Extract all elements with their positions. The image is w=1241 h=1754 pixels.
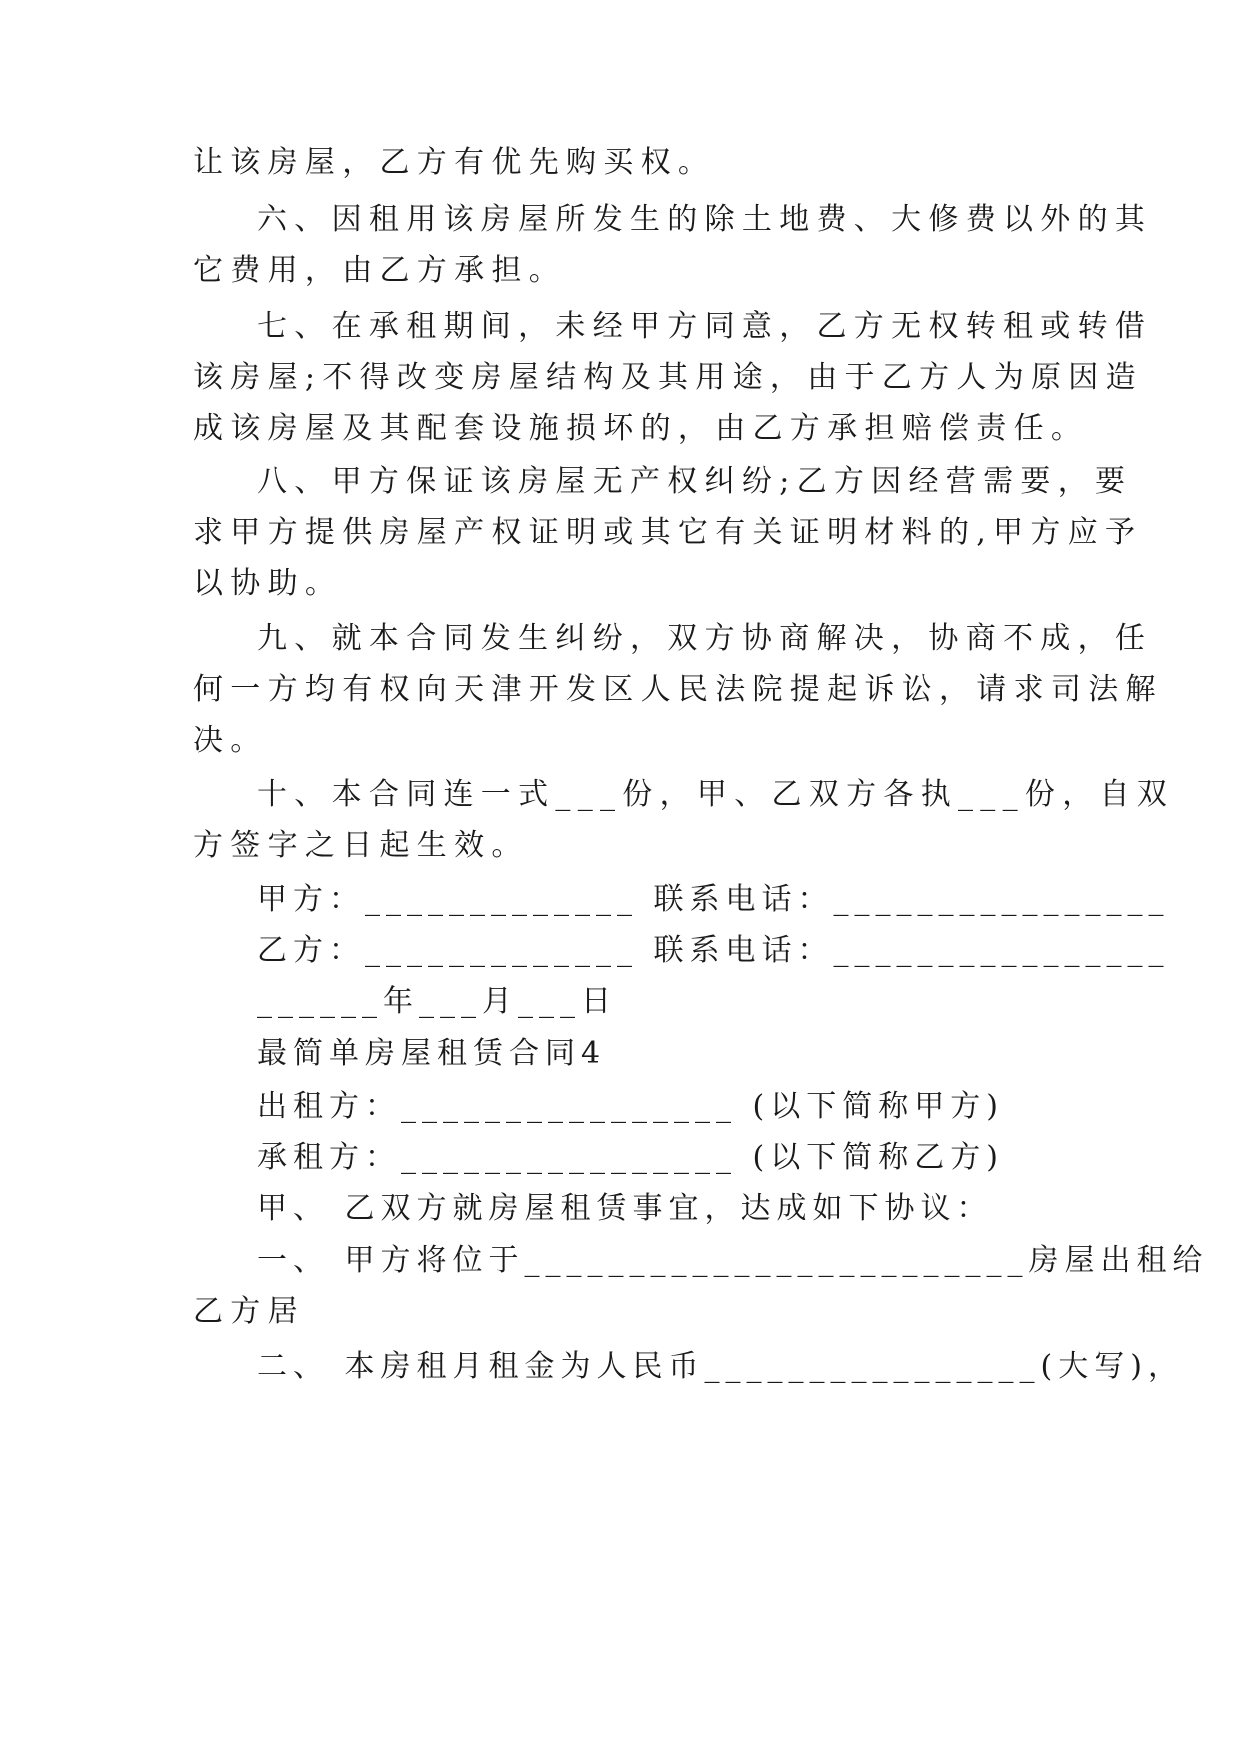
clause-7-line-1: 七、在承租期间，未经甲方同意，乙方无权转租或转借 [257,309,1153,344]
date-line: ______年___月___日 [257,984,617,1019]
lessor-line: 出租方：________________ (以下简称甲方) [257,1089,1004,1124]
clause-7-line-3: 成该房屋及其配套设施损坏的，由乙方承担赔偿责任。 [193,411,1089,446]
clause-7-line-2: 该房屋;不得改变房屋结构及其用途，由于乙方人为原因造 [193,360,1143,395]
clause-10-line-2: 方签字之日起生效。 [193,828,529,863]
clause-6-line-2: 它费用，由乙方承担。 [193,253,566,288]
clause-1-line-1: 一、 甲方将位于________________________房屋出租给 [257,1243,1209,1278]
party-a-signature-line: 甲方：_____________ 联系电话：________________ [257,882,1170,917]
clause-2-line-1: 二、 本房租月租金为人民币________________(大写)， [257,1349,1184,1384]
clause-8-line-1: 八、甲方保证该房屋无产权纠纷;乙方因经营需要，要 [257,464,1133,499]
clause-9-line-1: 九、就本合同发生纠纷，双方协商解决，协商不成，任 [257,621,1153,656]
clause-9-line-3: 决。 [193,723,268,758]
clause-8-line-2: 求甲方提供房屋产权证明或其它有关证明材料的,甲方应予 [193,515,1143,550]
section-title: 最简单房屋租赁合同4 [257,1036,607,1071]
text-line: 让该房屋，乙方有优先购买权。 [193,145,716,180]
clause-8-line-3: 以协助。 [193,566,343,601]
clause-6-line-1: 六、因租用该房屋所发生的除土地费、大修费以外的其 [257,202,1153,237]
agreement-intro: 甲、 乙双方就房屋租赁事宜，达成如下协议： [257,1191,993,1226]
lessee-line: 承租方：________________ (以下简称乙方) [257,1140,1004,1175]
clause-9-line-2: 何一方均有权向天津开发区人民法院提起诉讼，请求司法解 [193,672,1163,707]
clause-1-line-2: 乙方居 [193,1294,305,1329]
clause-10-line-1: 十、本合同连一式___份，甲、乙双方各执___份，自双 [257,777,1175,812]
party-b-signature-line: 乙方：_____________ 联系电话：________________ [257,933,1170,968]
